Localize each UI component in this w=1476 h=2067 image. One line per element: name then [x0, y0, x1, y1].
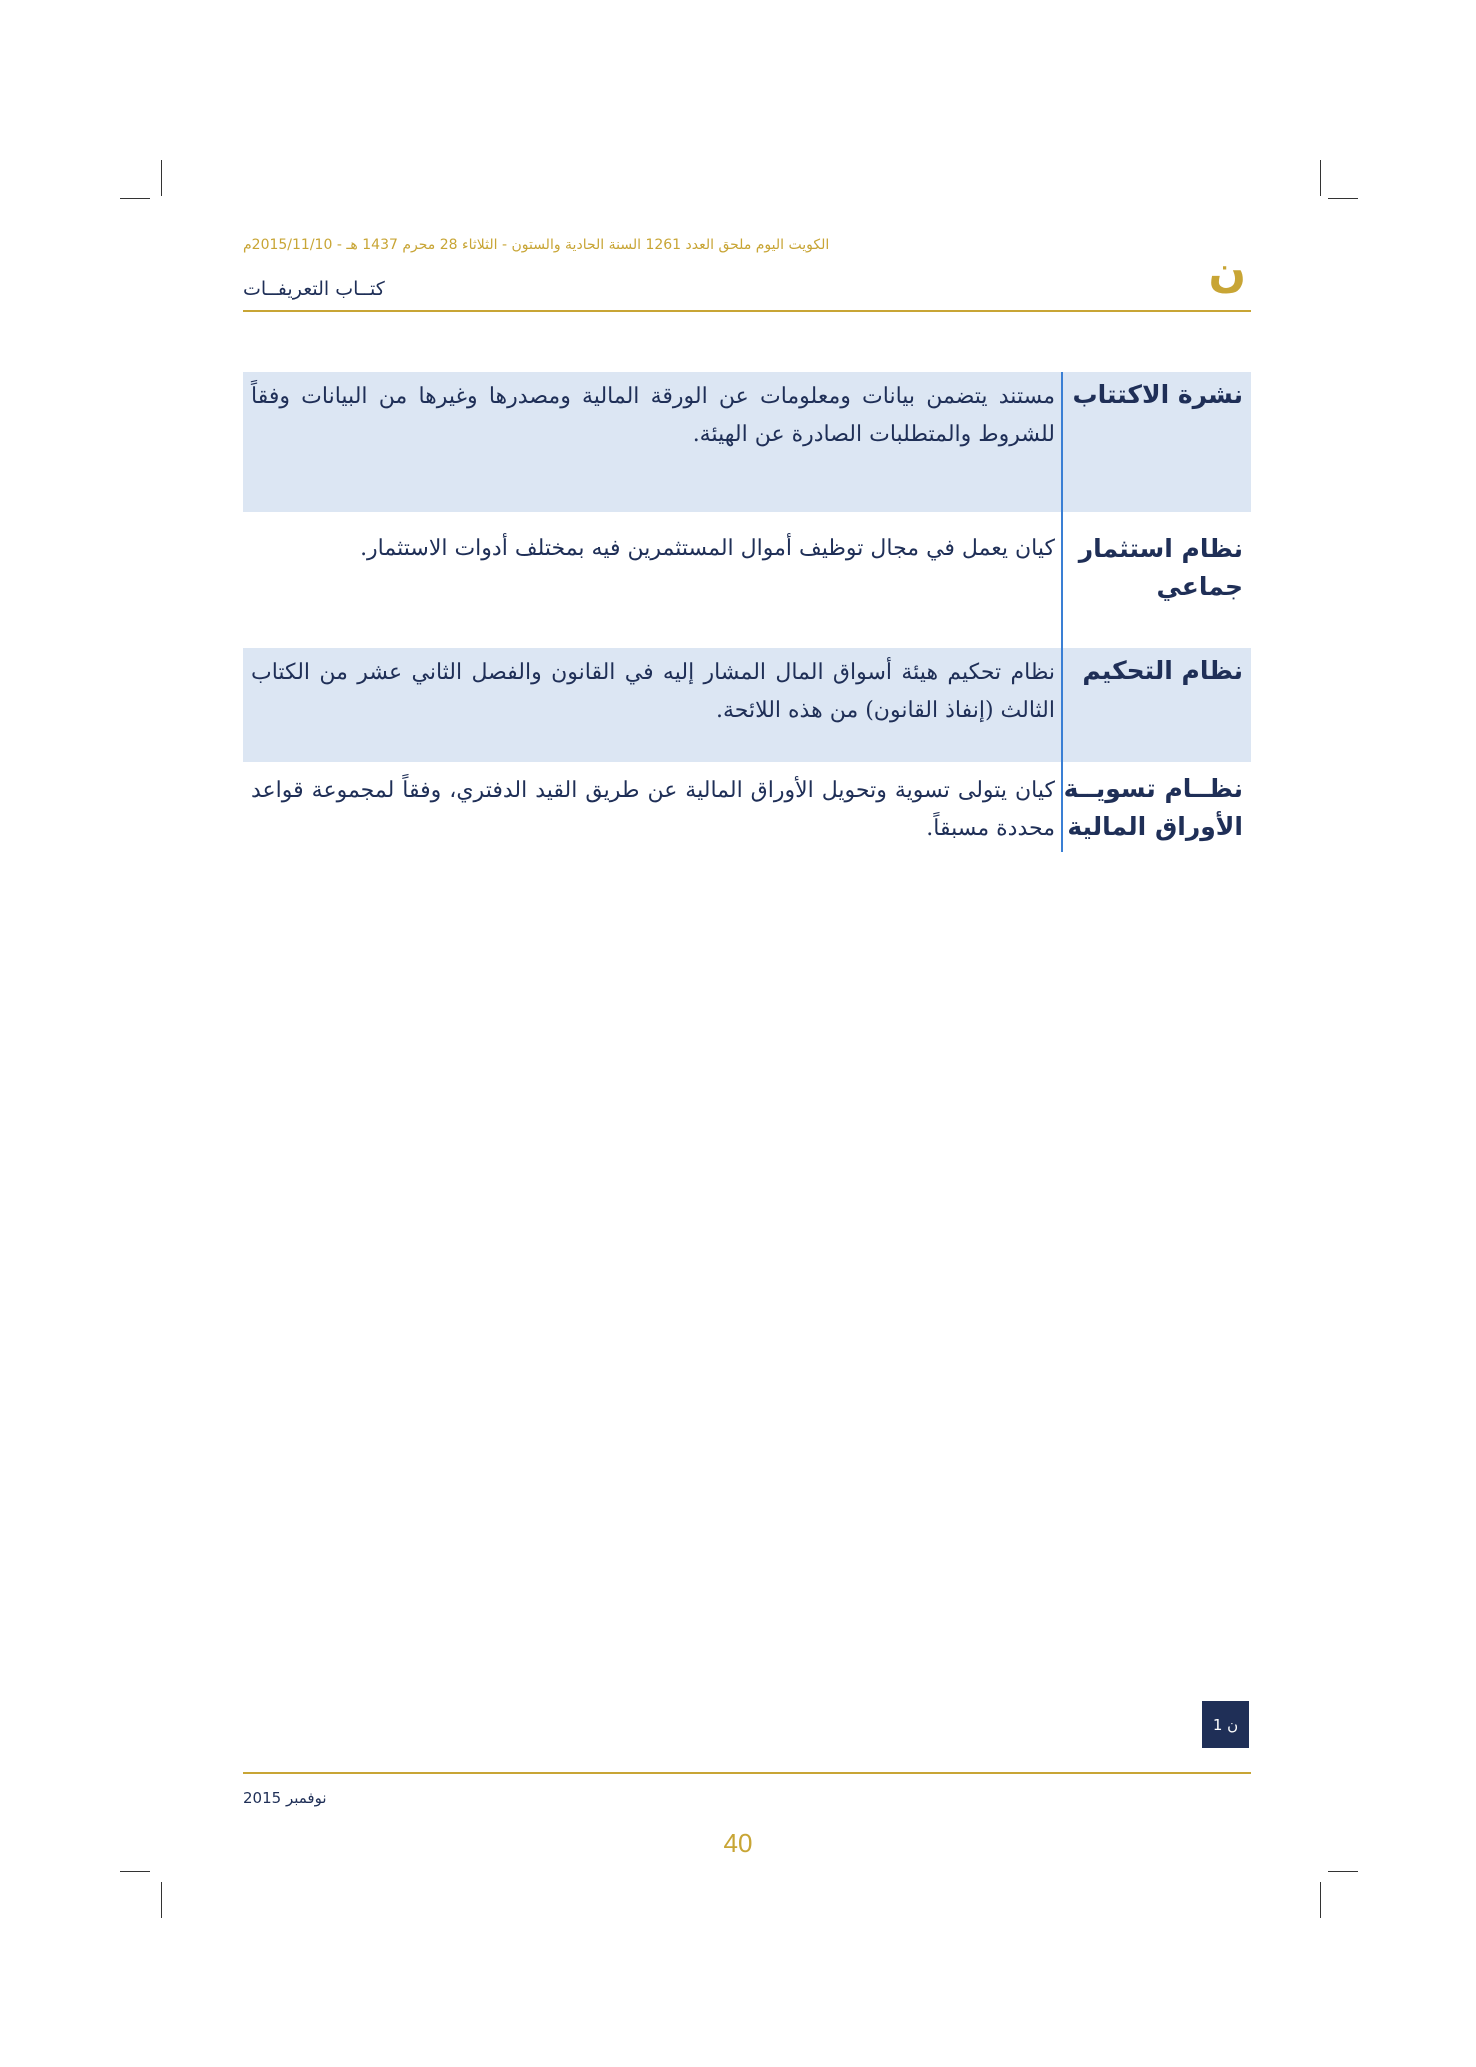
footer-date: نوفمبر 2015: [243, 1789, 327, 1807]
definition-term: نظام التحكيم: [1082, 656, 1243, 685]
crop-mark: [1320, 1882, 1321, 1918]
section-page-badge: ن 1: [1202, 1701, 1249, 1748]
definition-row: [243, 762, 1251, 852]
crop-mark: [120, 1871, 150, 1872]
header-rule: [243, 310, 1251, 312]
definition-term: نظــام تسويــة الأوراق المالية: [1063, 774, 1243, 841]
crop-mark: [161, 1882, 162, 1918]
definition-term: نظام استثمار جماعي: [1078, 534, 1243, 601]
definitions-table: [243, 372, 1251, 852]
book-title: كتــاب التعريفــات: [243, 278, 385, 300]
crop-mark: [1328, 1871, 1358, 1872]
definition-row: [243, 648, 1251, 762]
definition-text: كيان يتولى تسوية وتحويل الأوراق المالية عن طريق القيد الدفتري، وفقاً لمجموعة قواعد محددة مسبقاً.: [243, 762, 1063, 852]
publication-line: الكويت اليوم ملحق العدد 1261 السنة الحادية والستون - الثلاثاء 28 محرم 1437 هـ - 2015/11/10م: [243, 237, 830, 253]
definition-text: نظام تحكيم هيئة أسواق المال المشار إليه في القانون والفصل الثاني عشر من الكتاب الثالث (إنفاذ القانون) من هذه اللائحة.: [243, 648, 1063, 762]
crop-mark: [1328, 198, 1358, 199]
crop-mark: [120, 198, 150, 199]
footer-rule: [243, 1772, 1251, 1774]
crop-mark: [1320, 160, 1321, 196]
definition-row: [243, 512, 1251, 648]
definition-text: مستند يتضمن بيانات ومعلومات عن الورقة المالية ومصدرها وغيرها من البيانات وفقاً للشروط والمتطلبات الصادرة عن الهيئة.: [243, 372, 1063, 512]
page-number: 40: [723, 1828, 753, 1858]
definition-text: كيان يعمل في مجال توظيف أموال المستثمرين فيه بمختلف أدوات الاستثمار.: [243, 512, 1063, 648]
definition-term: نشرة الاكتتاب: [1072, 380, 1243, 409]
crop-mark: [161, 160, 162, 196]
definition-row: [243, 372, 1251, 512]
section-letter: ن: [1208, 246, 1246, 297]
